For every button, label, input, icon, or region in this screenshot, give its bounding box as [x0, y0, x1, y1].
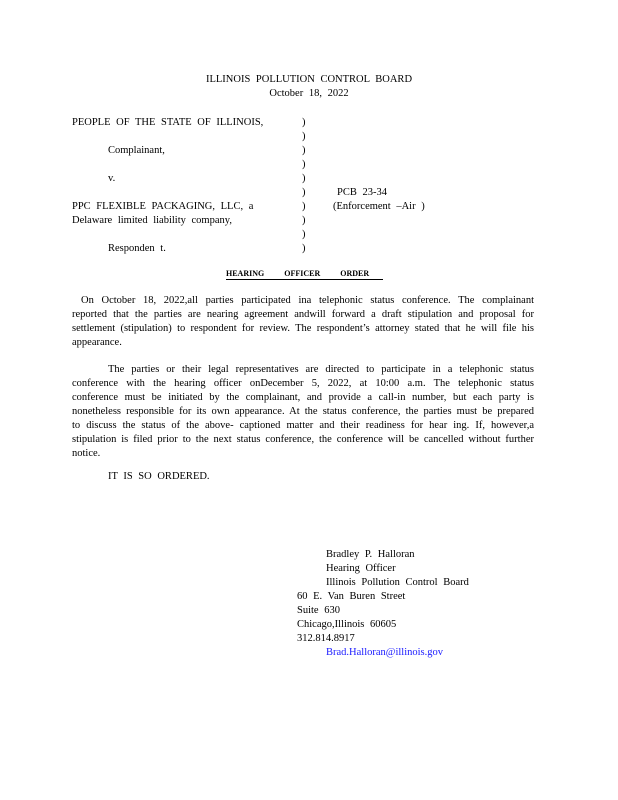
caption-paren: ) — [302, 145, 306, 156]
complainant-label: Complainant, — [108, 145, 165, 156]
caption-paren: ) — [302, 159, 306, 170]
defendant-name-line2: Delaware limited liability company, — [72, 215, 232, 226]
caption-paren: ) — [302, 117, 306, 128]
email-link[interactable]: Brad.Halloran@illinois.gov — [326, 647, 443, 658]
closing-statement: IT IS SO ORDERED. — [108, 471, 210, 482]
address-suite: Suite 630 — [297, 605, 340, 616]
caption-paren: ) — [302, 201, 306, 212]
signatory-title: Hearing Officer — [326, 563, 396, 574]
caption-paren: ) — [302, 187, 306, 198]
plaintiff-name: PEOPLE OF THE STATE OF ILLINOIS, — [72, 117, 264, 128]
defendant-name-line1: PPC FLEXIBLE PACKAGING, LLC, a — [72, 201, 254, 212]
order-date: October 18, 2022 — [269, 88, 349, 99]
caption-paren: ) — [302, 173, 306, 184]
paragraph-1: On October 18, 2022,all parties participated ina telephonic status conference. The complainant reported that the parties are nearing agreement andwill forward a draft stipulation and proposal for settlement (stipulation) to respondent for review. The respondent’s attorney stated that he will file his appearance. — [72, 295, 534, 348]
case-number: PCB 23-34 — [337, 187, 387, 198]
signatory-organization: Illinois Pollution Control Board — [326, 577, 469, 588]
caption-paren: ) — [302, 215, 306, 226]
versus-label: v. — [108, 173, 116, 184]
respondent-label: Responden t. — [108, 243, 166, 254]
order-title: HEARING OFFICER ORDER — [226, 268, 383, 280]
phone-number: 312.814.8917 — [297, 633, 355, 644]
caption-parentheses — [302, 116, 306, 256]
signatory-name: Bradley P. Halloran — [326, 549, 415, 560]
caption-paren: ) — [302, 243, 306, 254]
address-city: Chicago,Illinois 60605 — [297, 619, 397, 630]
caption-paren: ) — [302, 131, 306, 142]
caption-paren: ) — [302, 229, 306, 240]
case-type: (Enforcement –Air ) — [333, 201, 425, 212]
address-street: 60 E. Van Buren Street — [297, 591, 406, 602]
paragraph-2: The parties or their legal representatives are directed to participate in a telephonic status conference with the hearing officer onDecember 5, 2022, at 10:00 a.m. The telephonic status conference must be initiated by the complainant, and provide a call-in number, but each party is nonetheless responsible for its own appearance. At the status conference, the parties must be prepared to discuss the status of the above- captioned matter and their readiness for hear ing. If, however,a stipulation is filed prior to the next status conference, the conference will be cancelled without further notice. — [72, 364, 534, 459]
board-heading: ILLINOIS POLLUTION CONTROL BOARD — [205, 74, 413, 85]
